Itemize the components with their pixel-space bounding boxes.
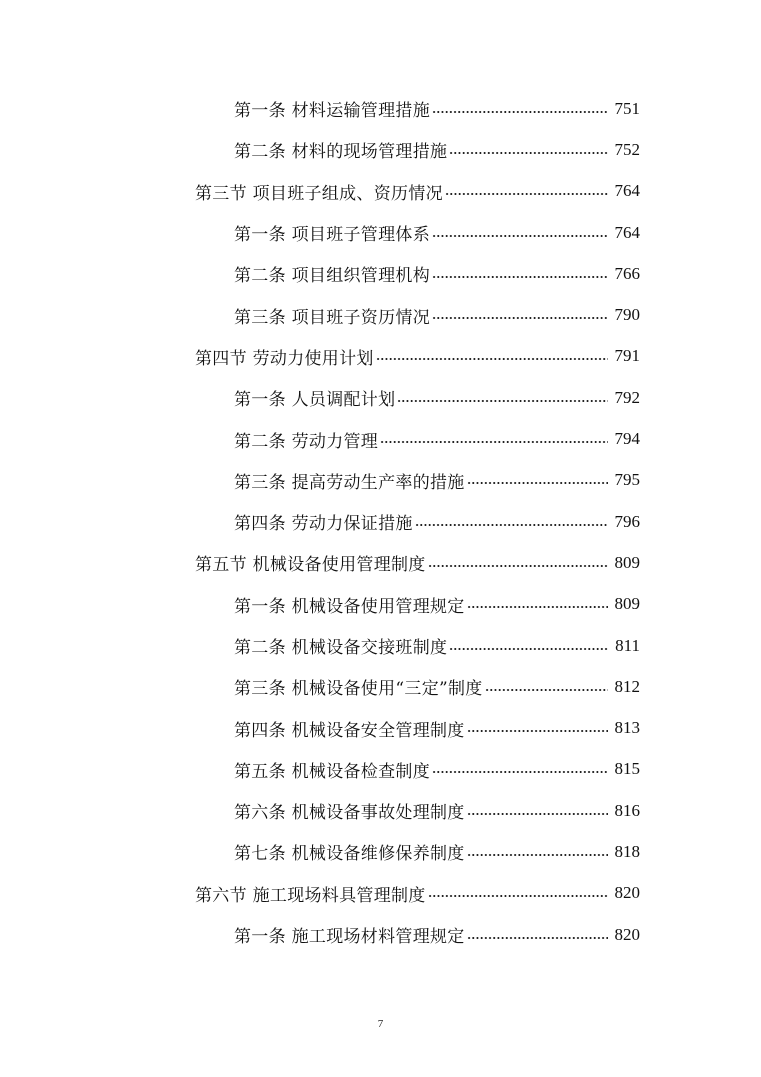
toc-entry-page: 816 (614, 800, 640, 820)
toc-entry-page: 796 (614, 511, 640, 531)
toc-entry-label: 第三条 机械设备使用“三定”制度 (234, 679, 483, 700)
toc-entry-page: 790 (614, 305, 640, 325)
toc-entry-page: 792 (614, 387, 640, 407)
dot-leader (428, 557, 608, 574)
toc-entry-page: 815 (614, 759, 640, 779)
toc-section-entry[interactable] (0, 171, 761, 212)
dot-leader (380, 434, 608, 451)
toc-entry-page: 791 (614, 346, 640, 366)
toc-entry[interactable] (0, 749, 761, 790)
toc-entry[interactable] (0, 584, 761, 625)
toc-entry-label: 第一条 项目班子管理体系 (234, 225, 431, 246)
toc-entry[interactable] (0, 212, 761, 253)
toc-entry-label: 第二条 项目组织管理机构 (234, 266, 431, 287)
toc-entry[interactable] (0, 460, 761, 501)
dot-leader (467, 599, 608, 616)
toc-entry-label: 第四条 机械设备安全管理制度 (234, 720, 465, 741)
toc-entry-label: 第三节 项目班子组成、资历情况 (195, 183, 443, 204)
toc-entry-page: 812 (614, 676, 640, 696)
dot-leader (415, 516, 608, 533)
dot-leader (445, 186, 608, 203)
toc-entry-label: 第五节 机械设备使用管理制度 (195, 555, 426, 576)
toc-entry-page: 811 (615, 635, 640, 655)
toc-entry-page: 751 (614, 98, 640, 118)
dot-leader (432, 310, 608, 327)
toc-entry-label: 第二条 机械设备交接班制度 (234, 638, 448, 658)
page-number: 7 (377, 1018, 384, 1030)
toc-entry[interactable] (0, 625, 761, 666)
toc-entry[interactable] (0, 88, 761, 129)
toc-entry-page: 752 (614, 139, 640, 159)
toc-entry-label: 第一条 材料运输管理措施 (234, 101, 431, 122)
toc-entry[interactable] (0, 831, 761, 872)
toc-entry-label: 第一条 机械设备使用管理规定 (234, 596, 465, 617)
toc-entry-page: 813 (614, 718, 640, 738)
toc-entry-label: 第一条 施工现场材料管理规定 (234, 927, 465, 948)
toc-entry-label: 第三条 项目班子资历情况 (234, 307, 431, 328)
toc-entry-page: 795 (614, 470, 640, 490)
toc-entry[interactable] (0, 666, 761, 707)
table-of-contents (0, 88, 761, 955)
toc-entry-label: 第二条 材料的现场管理措施 (234, 142, 448, 163)
toc-entry[interactable] (0, 418, 761, 459)
toc-entry-label: 第四条 劳动力保证措施 (234, 514, 413, 535)
dot-leader (467, 723, 608, 740)
dot-leader (467, 805, 608, 822)
dot-leader (467, 475, 608, 492)
toc-entry-page: 820 (614, 924, 640, 944)
toc-entry-label: 第六条 机械设备事故处理制度 (234, 803, 465, 824)
toc-entry[interactable] (0, 790, 761, 831)
dot-leader (397, 392, 608, 409)
toc-entry-page: 766 (614, 263, 640, 283)
dot-leader (432, 764, 608, 781)
toc-entry-page: 818 (614, 841, 640, 861)
dot-leader (432, 268, 608, 285)
toc-section-entry[interactable] (0, 336, 761, 377)
toc-entry[interactable] (0, 129, 761, 170)
dot-leader (467, 846, 608, 863)
dot-leader (449, 144, 608, 161)
toc-entry-label: 第三条 提高劳动生产率的措施 (234, 472, 465, 493)
toc-entry-label: 第一条 人员调配计划 (234, 390, 396, 411)
toc-entry-page: 764 (614, 181, 640, 201)
dot-leader (376, 351, 608, 368)
toc-entry-label: 第五条 机械设备检查制度 (234, 761, 431, 782)
toc-entry[interactable] (0, 294, 761, 335)
toc-entry[interactable] (0, 501, 761, 542)
dot-leader (467, 929, 608, 946)
dot-leader (428, 888, 608, 905)
toc-section-entry[interactable] (0, 542, 761, 583)
toc-entry-label: 第六节 施工现场料具管理制度 (195, 885, 426, 906)
toc-entry-page: 809 (614, 594, 640, 614)
toc-entry[interactable] (0, 914, 761, 955)
toc-section-entry[interactable] (0, 873, 761, 914)
toc-entry[interactable] (0, 253, 761, 294)
toc-entry-label: 第七条 机械设备维修保养制度 (234, 844, 465, 865)
dot-leader (485, 681, 608, 698)
dot-leader (432, 103, 608, 120)
toc-entry-label: 第二条 劳动力管理 (234, 431, 379, 452)
toc-entry[interactable] (0, 377, 761, 418)
toc-entry-page: 794 (614, 429, 640, 449)
dot-leader (432, 227, 608, 244)
dot-leader (449, 640, 608, 657)
toc-entry-page: 809 (614, 552, 640, 572)
toc-entry-label: 第四节 劳动力使用计划 (195, 348, 374, 369)
toc-entry[interactable] (0, 707, 761, 748)
toc-entry-page: 820 (614, 883, 640, 903)
toc-entry-page: 764 (614, 222, 640, 242)
